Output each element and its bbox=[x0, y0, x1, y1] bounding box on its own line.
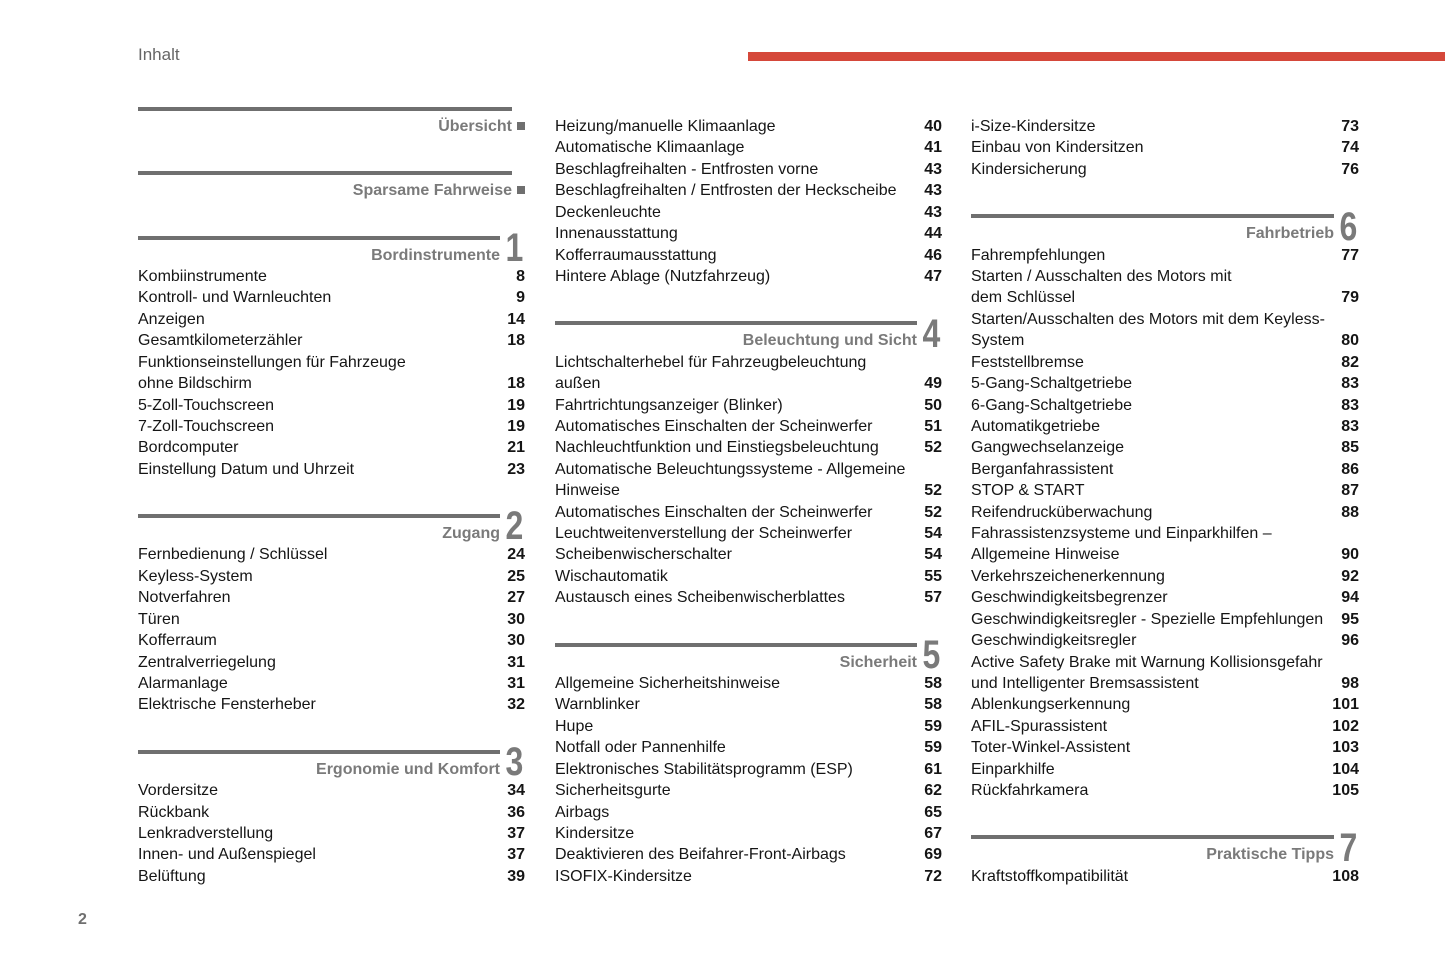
section-title[interactable]: Zugang bbox=[442, 525, 500, 543]
toc-entry-title[interactable]: Geschwindigkeitsregler - Spezielle Empfehlungen bbox=[971, 610, 1324, 628]
toc-entry-page[interactable]: 85 bbox=[1341, 439, 1359, 457]
toc-entry[interactable] bbox=[555, 780, 942, 801]
square-marker-icon bbox=[517, 186, 525, 194]
toc-entry[interactable] bbox=[555, 373, 942, 394]
toc-entry-page[interactable]: 61 bbox=[924, 760, 942, 778]
toc-entry-title[interactable]: Geschwindigkeitsregler bbox=[971, 632, 1137, 650]
toc-entry-page[interactable]: 43 bbox=[924, 203, 942, 221]
toc-entry-title[interactable]: Gangwechselanzeige bbox=[971, 439, 1124, 457]
toc-entry-title[interactable]: dem Schlüssel bbox=[971, 289, 1076, 307]
toc-entry-page[interactable]: 31 bbox=[507, 653, 525, 671]
toc-entry-page[interactable]: 49 bbox=[924, 375, 942, 393]
toc-entry-page[interactable]: 34 bbox=[507, 782, 525, 800]
toc-entry-title[interactable]: 5-Zoll-Touchscreen bbox=[138, 396, 275, 414]
toc-entry-title[interactable]: Einbau von Kindersitzen bbox=[971, 139, 1144, 157]
section-header[interactable] bbox=[138, 225, 525, 270]
toc-entry-title[interactable]: Bordcomputer bbox=[138, 439, 239, 457]
toc-entry-page[interactable]: 62 bbox=[924, 782, 942, 800]
toc-entry-title[interactable]: Scheibenwischerschalter bbox=[555, 546, 732, 564]
toc-entry-title[interactable]: Hinweise bbox=[555, 482, 620, 500]
toc-entry-title[interactable]: Kindersitze bbox=[555, 824, 635, 842]
toc-entry-page[interactable]: 83 bbox=[1341, 417, 1359, 435]
toc-entry-page[interactable]: 52 bbox=[924, 503, 942, 521]
toc-entry-page[interactable]: 9 bbox=[516, 289, 525, 307]
toc-entry-page[interactable]: 37 bbox=[507, 846, 525, 864]
toc-entry-title[interactable]: Automatische Klimaanlage bbox=[555, 139, 745, 157]
toc-entry-title[interactable]: Beschlagfreihalten - Entfrosten vorne bbox=[555, 160, 819, 178]
toc-entry-page[interactable]: 30 bbox=[507, 632, 525, 650]
toc-entry-page[interactable]: 14 bbox=[507, 310, 525, 328]
toc-entry[interactable] bbox=[138, 652, 525, 673]
toc-entry-page[interactable]: 30 bbox=[507, 610, 525, 628]
toc-entry[interactable] bbox=[138, 694, 525, 715]
toc-entry-title[interactable]: Vordersitze bbox=[138, 782, 219, 800]
section-number: 2 bbox=[505, 504, 523, 549]
toc-entry-title[interactable]: Innen- und Außenspiegel bbox=[138, 846, 316, 864]
toc-entry[interactable] bbox=[555, 737, 942, 758]
toc-entry-page[interactable]: 46 bbox=[924, 246, 942, 264]
toc-entry[interactable] bbox=[138, 630, 525, 651]
section-title[interactable]: Übersicht bbox=[438, 118, 512, 135]
toc-entry[interactable] bbox=[555, 459, 942, 480]
toc-entry-page[interactable]: 80 bbox=[1341, 332, 1359, 350]
section-header[interactable] bbox=[138, 116, 525, 137]
toc-entry[interactable] bbox=[971, 245, 1359, 266]
toc-entry-title[interactable]: Kombiinstrumente bbox=[138, 267, 267, 285]
toc-entry[interactable] bbox=[555, 395, 942, 416]
toc-entry[interactable] bbox=[971, 759, 1359, 780]
section-rule bbox=[138, 514, 500, 518]
toc-entry-page[interactable]: 102 bbox=[1332, 717, 1359, 735]
toc-entry-page[interactable]: 59 bbox=[924, 717, 942, 735]
toc-entry[interactable] bbox=[138, 844, 525, 865]
toc-entry-page[interactable]: 51 bbox=[924, 417, 942, 435]
toc-entry-page[interactable]: 59 bbox=[924, 739, 942, 757]
toc-entry-title[interactable]: Berganfahrassistent bbox=[971, 460, 1114, 478]
toc-entry-page[interactable]: 58 bbox=[924, 675, 942, 692]
section-title[interactable]: Bordinstrumente bbox=[371, 246, 500, 264]
toc-entry-page[interactable]: 79 bbox=[1341, 289, 1359, 307]
toc-entry[interactable] bbox=[971, 673, 1359, 694]
toc-entry[interactable] bbox=[971, 416, 1359, 437]
toc-entry[interactable] bbox=[971, 502, 1359, 523]
toc-entry-page[interactable]: 32 bbox=[507, 696, 525, 714]
section-number: 3 bbox=[505, 740, 523, 785]
toc-entry-title[interactable]: Gesamtkilometerzähler bbox=[138, 332, 303, 350]
toc-entry-page[interactable]: 105 bbox=[1332, 782, 1359, 800]
toc-entry-title[interactable]: Heizung/manuelle Klimaanlage bbox=[555, 118, 776, 135]
toc-entry-page[interactable]: 83 bbox=[1341, 375, 1359, 393]
toc-entry-page[interactable]: 92 bbox=[1341, 567, 1359, 585]
toc-entry-title[interactable]: Starten / Ausschalten des Motors mit bbox=[971, 267, 1232, 285]
toc-entry-page[interactable]: 52 bbox=[924, 439, 942, 457]
toc-entry[interactable] bbox=[555, 566, 942, 587]
toc-entry-page[interactable]: 54 bbox=[924, 546, 942, 564]
section-title[interactable]: Ergonomie und Komfort bbox=[316, 760, 500, 778]
toc-entry-title[interactable]: Keyless-System bbox=[138, 567, 253, 585]
toc-entry[interactable] bbox=[555, 502, 942, 523]
toc-entry[interactable] bbox=[971, 716, 1359, 737]
toc-entry-title[interactable]: 7-Zoll-Touchscreen bbox=[138, 417, 275, 435]
accent-bar bbox=[748, 52, 1445, 61]
toc-entry-title[interactable]: Toter-Winkel-Assistent bbox=[971, 739, 1131, 757]
toc-entry-page[interactable]: 90 bbox=[1341, 546, 1359, 564]
toc-entry-title[interactable]: Beschlagfreihalten / Entfrosten der Heckscheibe bbox=[555, 182, 897, 200]
toc-entry[interactable] bbox=[555, 480, 942, 501]
toc-entry-title[interactable]: Türen bbox=[138, 610, 180, 628]
toc-entry-title[interactable]: Kindersicherung bbox=[971, 160, 1087, 178]
toc-entry-title[interactable]: Feststellbremse bbox=[971, 353, 1084, 371]
toc-entry[interactable] bbox=[138, 266, 525, 287]
toc-entry[interactable] bbox=[138, 823, 525, 844]
square-marker-icon bbox=[517, 122, 525, 130]
toc-entry-page[interactable]: 41 bbox=[924, 139, 942, 157]
toc-entry-title[interactable]: Deckenleuchte bbox=[555, 203, 661, 221]
toc-entry[interactable] bbox=[971, 652, 1359, 673]
toc-entry-page[interactable]: 19 bbox=[507, 417, 525, 435]
toc-entry-page[interactable]: 65 bbox=[924, 803, 942, 821]
toc-entry[interactable] bbox=[138, 459, 525, 480]
toc-entry-title[interactable]: Warnblinker bbox=[555, 696, 640, 714]
section-number: 1 bbox=[505, 225, 523, 270]
toc-entry-page[interactable]: 47 bbox=[924, 267, 942, 285]
toc-entry-page[interactable]: 44 bbox=[924, 225, 942, 243]
page-title: Inhalt bbox=[138, 45, 180, 64]
toc-entry[interactable] bbox=[138, 673, 525, 694]
toc-entry-page[interactable]: 57 bbox=[924, 589, 942, 607]
toc-entry[interactable] bbox=[138, 566, 525, 587]
toc-entry[interactable] bbox=[555, 759, 942, 780]
toc-entry-page[interactable]: 40 bbox=[924, 118, 942, 135]
toc-entry-page[interactable]: 74 bbox=[1341, 139, 1359, 157]
toc-entry-title[interactable]: Lichtschalterhebel für Fahrzeugbeleuchtung bbox=[555, 353, 867, 371]
toc-entry-page[interactable]: 101 bbox=[1332, 696, 1359, 714]
toc-entry-title[interactable]: i-Size-Kindersitze bbox=[971, 118, 1096, 135]
toc-entry-title[interactable]: Elektronisches Stabilitätsprogramm (ESP) bbox=[555, 760, 853, 778]
section-rule bbox=[555, 643, 917, 647]
toc-entry[interactable] bbox=[971, 566, 1359, 587]
toc-entry-page[interactable]: 18 bbox=[507, 375, 525, 393]
toc-entry[interactable] bbox=[971, 480, 1359, 501]
toc-entry-title[interactable]: Notverfahren bbox=[138, 589, 231, 607]
toc-entry[interactable] bbox=[138, 416, 525, 437]
toc-entry-page[interactable]: 39 bbox=[507, 867, 525, 885]
toc-entry-title[interactable]: Ablenkungserkennung bbox=[971, 696, 1131, 714]
section-number: 7 bbox=[1339, 825, 1357, 870]
toc-entry-title[interactable]: Nachleuchtfunktion und Einstiegsbeleuchtung bbox=[555, 439, 879, 457]
section-rule bbox=[555, 321, 917, 325]
toc-entry[interactable] bbox=[971, 352, 1359, 373]
toc-entry[interactable] bbox=[138, 395, 525, 416]
toc-entry-title[interactable]: Kontroll- und Warnleuchten bbox=[138, 289, 332, 307]
toc-entry[interactable] bbox=[138, 587, 525, 608]
toc-entry-title[interactable]: Lenkradverstellung bbox=[138, 824, 274, 842]
toc-entry-title[interactable]: Verkehrszeichenerkennung bbox=[971, 567, 1165, 585]
toc-entry[interactable] bbox=[971, 523, 1359, 544]
toc-entry-page[interactable]: 21 bbox=[507, 439, 525, 457]
toc-entry[interactable] bbox=[555, 266, 942, 287]
toc-entry-title[interactable]: STOP & START bbox=[971, 482, 1085, 500]
toc-entry-title[interactable]: Belüftung bbox=[138, 867, 206, 885]
section-number: 4 bbox=[922, 311, 940, 356]
toc-entry-title[interactable]: Austausch eines Scheibenwischerblattes bbox=[555, 589, 845, 607]
toc-entry-title[interactable]: Fernbedienung / Schlüssel bbox=[138, 546, 328, 564]
toc-entry-page[interactable]: 76 bbox=[1341, 160, 1359, 178]
section-number: 6 bbox=[1339, 204, 1357, 249]
toc-entry-page[interactable]: 24 bbox=[507, 546, 525, 564]
toc-entry[interactable] bbox=[138, 802, 525, 823]
toc-entry-title[interactable]: Automatisches Einschalten der Scheinwerfer bbox=[555, 417, 873, 435]
toc-entry-page[interactable]: 58 bbox=[924, 696, 942, 714]
toc-entry-title[interactable]: Deaktivieren des Beifahrer-Front-Airbags bbox=[555, 846, 846, 864]
toc-entry-page[interactable]: 96 bbox=[1341, 632, 1359, 650]
toc-entry-page[interactable]: 18 bbox=[507, 332, 525, 350]
toc-entry-title[interactable]: Kraftstoffkompatibilität bbox=[971, 867, 1129, 885]
toc-entry-title[interactable]: Einstellung Datum und Uhrzeit bbox=[138, 460, 355, 478]
section-title[interactable]: Sparsame Fahrweise bbox=[352, 182, 512, 200]
toc-entry[interactable] bbox=[971, 266, 1359, 287]
toc-entry[interactable] bbox=[555, 245, 942, 266]
toc-entry-title[interactable]: Allgemeine Hinweise bbox=[971, 546, 1120, 564]
toc-column-3 bbox=[971, 116, 1359, 887]
toc-entry[interactable] bbox=[555, 416, 942, 437]
toc-entry[interactable] bbox=[971, 287, 1359, 308]
toc-entry[interactable] bbox=[138, 373, 525, 394]
toc-entry-title[interactable]: Kofferraumausstattung bbox=[555, 246, 717, 264]
toc-entry-page[interactable]: 98 bbox=[1341, 674, 1359, 692]
toc-entry[interactable] bbox=[138, 287, 525, 308]
toc-entry-page[interactable]: 19 bbox=[507, 396, 525, 414]
toc-entry[interactable] bbox=[971, 694, 1359, 715]
toc-entry-title[interactable]: Fahrtrichtungsanzeiger (Blinker) bbox=[555, 396, 783, 414]
section-header[interactable] bbox=[138, 180, 525, 201]
toc-entry-title[interactable]: Starten/Ausschalten des Motors mit dem Keyless- bbox=[971, 310, 1325, 328]
toc-entry-title[interactable]: Funktionseinstellungen für Fahrzeuge bbox=[138, 353, 406, 371]
toc-entry[interactable] bbox=[971, 609, 1359, 630]
toc-entry[interactable] bbox=[555, 202, 942, 223]
toc-column-2 bbox=[555, 116, 942, 887]
toc-entry[interactable] bbox=[971, 330, 1359, 351]
toc-entry-page[interactable]: 87 bbox=[1341, 482, 1359, 500]
toc-entry[interactable] bbox=[971, 309, 1359, 330]
toc-entry[interactable] bbox=[138, 437, 525, 458]
toc-entry[interactable] bbox=[971, 459, 1359, 480]
section-title[interactable]: Praktische Tipps bbox=[1206, 846, 1334, 864]
section-number: 5 bbox=[922, 633, 940, 677]
toc-entry-title[interactable]: Elektrische Fensterheber bbox=[138, 696, 316, 714]
toc-entry[interactable] bbox=[555, 137, 942, 158]
toc-entry[interactable] bbox=[138, 866, 525, 887]
toc-entry-page[interactable]: 73 bbox=[1341, 118, 1359, 135]
toc-entry-page[interactable]: 83 bbox=[1341, 396, 1359, 414]
toc-entry[interactable] bbox=[555, 802, 942, 823]
toc-entry-title[interactable]: Rückbank bbox=[138, 803, 210, 821]
section-title[interactable]: Fahrbetrieb bbox=[1245, 225, 1334, 243]
section-rule bbox=[138, 750, 500, 754]
toc-entry[interactable] bbox=[555, 587, 942, 608]
toc-entry-page[interactable]: 95 bbox=[1341, 610, 1359, 628]
toc-entry[interactable] bbox=[971, 544, 1359, 565]
toc-entry[interactable] bbox=[138, 544, 525, 565]
toc-entry-page[interactable]: 103 bbox=[1332, 739, 1359, 757]
toc-entry-title[interactable]: System bbox=[971, 332, 1025, 350]
section-header[interactable] bbox=[555, 633, 942, 677]
section-rule bbox=[138, 107, 512, 111]
toc-entry-page[interactable]: 36 bbox=[507, 803, 525, 821]
toc-entry-page[interactable]: 82 bbox=[1341, 353, 1359, 371]
toc-entry[interactable] bbox=[138, 330, 525, 351]
toc-entry-title[interactable]: ohne Bildschirm bbox=[138, 375, 252, 393]
toc-entry-title[interactable]: Airbags bbox=[555, 803, 610, 821]
toc-entry-title[interactable]: Hupe bbox=[555, 717, 594, 735]
section-rule bbox=[971, 214, 1334, 218]
toc-entry-page[interactable]: 43 bbox=[924, 160, 942, 178]
toc-entry-page[interactable]: 55 bbox=[924, 567, 942, 585]
toc-entry[interactable] bbox=[555, 180, 942, 201]
toc-entry-title[interactable]: Einparkhilfe bbox=[971, 760, 1055, 778]
toc-entry[interactable] bbox=[555, 523, 942, 544]
toc-entry-page[interactable]: 8 bbox=[516, 267, 525, 285]
toc-entry-page[interactable]: 67 bbox=[924, 824, 942, 842]
toc-entry[interactable] bbox=[138, 309, 525, 330]
toc-entry-page[interactable]: 25 bbox=[507, 567, 525, 585]
toc-entry-title[interactable]: Sicherheitsgurte bbox=[555, 782, 671, 800]
toc-entry[interactable] bbox=[971, 630, 1359, 651]
toc-column-1 bbox=[138, 116, 525, 887]
section-title[interactable]: Sicherheit bbox=[839, 653, 917, 671]
toc-entry-page[interactable]: 108 bbox=[1332, 867, 1359, 885]
toc-entry[interactable] bbox=[971, 159, 1359, 180]
toc-entry[interactable] bbox=[971, 437, 1359, 458]
toc-entry-title[interactable]: Hintere Ablage (Nutzfahrzeug) bbox=[555, 267, 771, 285]
toc-entry[interactable] bbox=[971, 373, 1359, 394]
toc-entry[interactable] bbox=[555, 866, 942, 887]
toc-entry[interactable] bbox=[555, 159, 942, 180]
toc-entry-title[interactable]: außen bbox=[555, 375, 601, 393]
section-header[interactable] bbox=[138, 504, 525, 549]
toc-entry-title[interactable]: Active Safety Brake mit Warnung Kollisionsgefahr bbox=[971, 653, 1323, 671]
toc-entry[interactable] bbox=[555, 673, 942, 694]
toc-entry-page[interactable]: 88 bbox=[1341, 503, 1359, 521]
section-header[interactable] bbox=[971, 825, 1359, 870]
toc-entry-title[interactable]: und Intelligenter Bremsassistent bbox=[971, 674, 1199, 692]
toc-entry-title[interactable]: Kofferraum bbox=[138, 632, 217, 650]
toc-entry-page[interactable]: 94 bbox=[1341, 589, 1359, 607]
toc-entry-title[interactable]: Fahrempfehlungen bbox=[971, 246, 1106, 264]
toc-entry-title[interactable]: Rückfahrkamera bbox=[971, 782, 1089, 800]
toc-entry-page[interactable]: 43 bbox=[924, 182, 942, 200]
section-header[interactable] bbox=[971, 204, 1359, 249]
toc-entry-title[interactable]: Automatische Beleuchtungssysteme - Allgemeine bbox=[555, 460, 906, 478]
toc-entry-title[interactable]: Notfall oder Pannenhilfe bbox=[555, 739, 726, 757]
toc-entry-page[interactable]: 104 bbox=[1332, 760, 1359, 778]
toc-entry-title[interactable]: Fahrassistenzsysteme und Einparkhilfen – bbox=[971, 525, 1272, 543]
toc-entry[interactable] bbox=[138, 609, 525, 630]
toc-entry[interactable] bbox=[971, 780, 1359, 801]
toc-entry-title[interactable]: Alarmanlage bbox=[138, 675, 228, 693]
toc-entry[interactable] bbox=[555, 823, 942, 844]
toc-entry-page[interactable]: 27 bbox=[507, 589, 525, 607]
toc-entry[interactable] bbox=[971, 116, 1359, 137]
toc-entry-title[interactable]: Leuchtweitenverstellung der Scheinwerfer bbox=[555, 525, 853, 543]
toc-entry-page[interactable]: 86 bbox=[1341, 460, 1359, 478]
toc-entry[interactable] bbox=[971, 395, 1359, 416]
toc-entry[interactable] bbox=[555, 223, 942, 244]
toc-entry-title[interactable]: Allgemeine Sicherheitshinweise bbox=[555, 675, 781, 692]
section-header[interactable] bbox=[138, 740, 525, 785]
toc-entry[interactable] bbox=[138, 780, 525, 801]
toc-entry-page[interactable]: 69 bbox=[924, 846, 942, 864]
toc-entry-title[interactable]: ISOFIX-Kindersitze bbox=[555, 867, 692, 885]
toc-entry[interactable] bbox=[555, 716, 942, 737]
section-rule bbox=[138, 171, 512, 175]
page-number: 2 bbox=[78, 911, 87, 928]
toc-entry-title[interactable]: AFIL-Spurassistent bbox=[971, 717, 1108, 735]
section-title[interactable]: Beleuchtung und Sicht bbox=[742, 332, 917, 350]
toc-entry[interactable] bbox=[971, 737, 1359, 758]
toc-entry-title[interactable]: Wischautomatik bbox=[555, 567, 668, 585]
toc-entry-page[interactable]: 72 bbox=[924, 867, 942, 885]
toc-entry[interactable] bbox=[555, 437, 942, 458]
toc-entry-page[interactable]: 23 bbox=[507, 460, 525, 478]
toc-entry-title[interactable]: Anzeigen bbox=[138, 310, 205, 328]
toc-entry[interactable] bbox=[138, 352, 525, 373]
toc-entry-page[interactable]: 50 bbox=[924, 396, 942, 414]
toc-entry[interactable] bbox=[971, 137, 1359, 158]
toc-entry[interactable] bbox=[555, 844, 942, 865]
toc-entry-title[interactable]: Geschwindigkeitsbegrenzer bbox=[971, 589, 1168, 607]
toc-entry-page[interactable]: 31 bbox=[507, 675, 525, 693]
toc-entry[interactable] bbox=[555, 116, 942, 137]
toc-entry[interactable] bbox=[971, 866, 1359, 887]
toc-entry-title[interactable]: 5-Gang-Schaltgetriebe bbox=[971, 375, 1132, 393]
section-header[interactable] bbox=[555, 311, 942, 356]
toc-entry-page[interactable]: 77 bbox=[1341, 246, 1359, 264]
toc-entry-title[interactable]: Zentralverriegelung bbox=[138, 653, 276, 671]
toc-entry[interactable] bbox=[555, 694, 942, 715]
toc-entry-title[interactable]: Reifendrucküberwachung bbox=[971, 503, 1153, 521]
toc-entry-title[interactable]: Automatikgetriebe bbox=[971, 417, 1100, 435]
section-rule bbox=[138, 236, 500, 240]
toc-entry-page[interactable]: 52 bbox=[924, 482, 942, 500]
toc-entry[interactable] bbox=[971, 587, 1359, 608]
toc-entry-page[interactable]: 54 bbox=[924, 525, 942, 543]
section-rule bbox=[971, 835, 1334, 839]
toc-entry-page[interactable]: 37 bbox=[507, 824, 525, 842]
toc-entry-title[interactable]: Innenausstattung bbox=[555, 225, 678, 243]
toc-entry-title[interactable]: 6-Gang-Schaltgetriebe bbox=[971, 396, 1132, 414]
toc-entry[interactable] bbox=[555, 544, 942, 565]
toc-entry[interactable] bbox=[555, 352, 942, 373]
toc-entry-title[interactable]: Automatisches Einschalten der Scheinwerfer bbox=[555, 503, 873, 521]
